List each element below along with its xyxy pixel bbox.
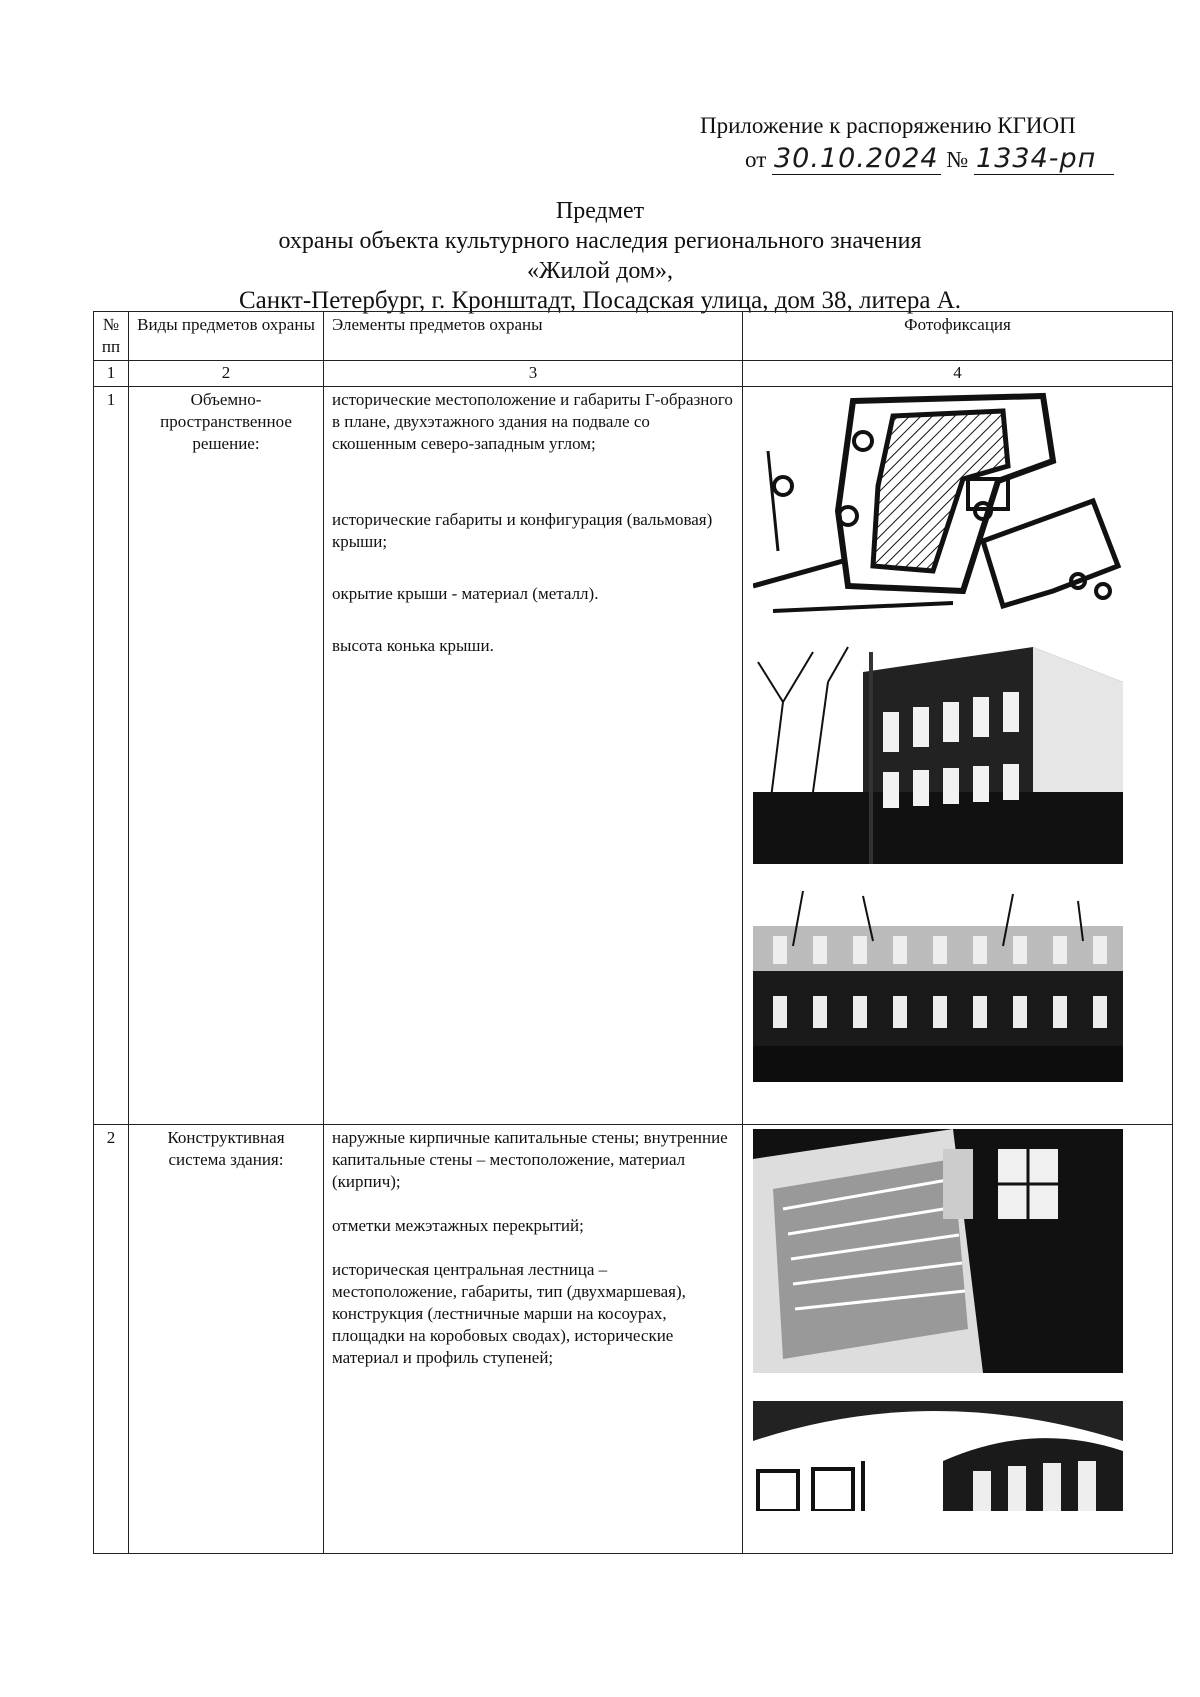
header-cell-photo: Фотофиксация (743, 312, 1173, 361)
header-cell-number: № пп (94, 312, 129, 361)
element-item: окрытие крыши - материал (металл). (332, 583, 599, 603)
order-number-sign: № (946, 147, 969, 172)
order-prefix: от (745, 147, 767, 172)
element-item: исторические габариты и конфигурация (вальмовая) крыши; (332, 509, 713, 551)
protection-type: Объемно-пространственное решение: (129, 386, 324, 1125)
column-number: 1 (94, 361, 129, 386)
title-line-1: Предмет (555, 198, 645, 224)
appendix-caption: Приложение к распоряжению КГИОП (700, 113, 1076, 138)
protection-type: Конструктивная система здания: (129, 1125, 324, 1554)
title-line-4: Санкт-Петербург, г. Кронштадт, Посадская улица, дом 38, литера А. (238, 287, 962, 314)
order-date: 30.10.2024 (774, 143, 939, 174)
header-cell-type: Виды предметов охраны (129, 312, 324, 361)
site-plan-image (753, 391, 1123, 616)
title-line-3: «Жилой дом», (526, 258, 674, 284)
column-number: 3 (324, 361, 743, 386)
staircase-photo (753, 1129, 1123, 1373)
order-number: 1334-рп (974, 143, 1114, 175)
title-line-2: охраны объекта культурного наследия регионального значения (278, 228, 922, 254)
table-row (94, 1125, 1173, 1554)
column-number: 4 (743, 361, 1173, 386)
protection-elements (324, 1125, 743, 1554)
facade-corner-photo (753, 642, 1123, 864)
row-number: 1 (94, 386, 129, 1125)
document-title (0, 196, 1200, 316)
element-item: наружные кирпичные капитальные стены; внутренние капитальные стены – местоположение, материал (кирпич); (332, 1128, 728, 1192)
facade-front-photo (753, 886, 1123, 1082)
element-item: высота конька крыши. (332, 635, 494, 655)
element-item: исторические местоположение и габариты Г-образного в плане, двухэтажного здания на подвале со скошенным северо-западным углом; (332, 389, 733, 453)
photo-fixation-cell (743, 386, 1173, 1125)
order-reference (745, 143, 1114, 175)
column-number-row (94, 361, 1173, 386)
interior-vault-photo (753, 1401, 1123, 1511)
table-header-row (94, 312, 1173, 361)
header-cell-elements: Элементы предметов охраны (324, 312, 743, 361)
protection-subject-table (93, 311, 1173, 1554)
column-number: 2 (129, 361, 324, 386)
element-item: отметки межэтажных перекрытий; (332, 1216, 584, 1236)
element-item: историческая центральная лестница – местоположение, габариты, тип (двухмаршевая), конструкция (лестничные марши на косоурах, площадки на коробовых сводах), исторические материал и профиль ступеней; (332, 1260, 686, 1368)
table-row (94, 386, 1173, 1125)
photo-fixation-cell (743, 1125, 1173, 1554)
row-number: 2 (94, 1125, 129, 1554)
protection-elements (324, 386, 743, 1125)
